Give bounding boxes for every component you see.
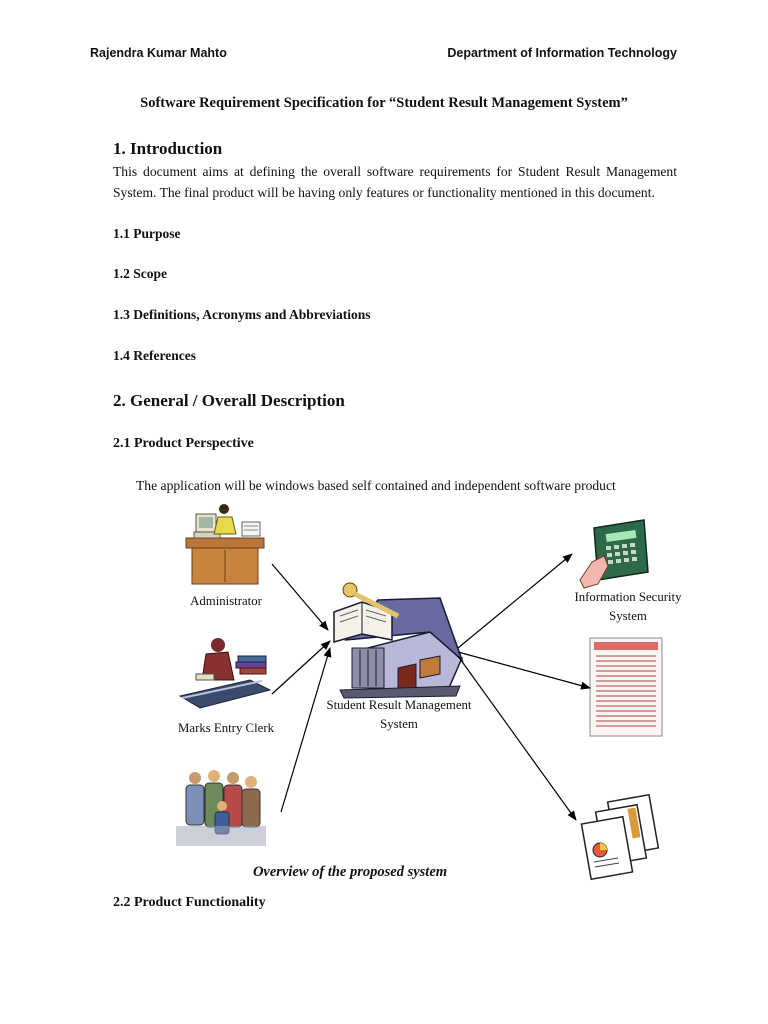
result-sheet-clipart-icon	[590, 638, 662, 736]
subsection-1-4: 1.4 References	[113, 348, 196, 363]
actor-clerk-label: Marks Entry Clerk	[178, 721, 274, 735]
output-security-label	[566, 588, 690, 626]
subsection-2-1-text: The application will be windows based self contained and independent software product	[136, 478, 616, 493]
subsection-1-1: 1.1 Purpose	[113, 226, 181, 241]
section-2-heading: 2. General / Overall Description	[113, 391, 345, 410]
subsection-2-2: 2.2 Product Functionality	[113, 895, 266, 910]
clerk-clipart-icon	[180, 638, 270, 708]
school-building-clipart-icon	[334, 583, 462, 698]
figure-caption: Overview of the proposed system	[252, 864, 448, 880]
section-1-heading: 1. Introduction	[113, 139, 223, 158]
students-group-clipart-icon	[176, 770, 266, 846]
document-title: Software Requirement Specification for “Student Result Management System”	[140, 95, 628, 111]
security-panel-clipart-icon	[580, 520, 648, 588]
output-security-label-line2: System	[609, 609, 647, 623]
actor-administrator-label: Administrator	[190, 594, 262, 608]
administrator-clipart-icon	[186, 504, 264, 584]
header-author: Rajendra Kumar Mahto	[90, 46, 227, 60]
section-1-paragraph: This document aims at defining the overall software requirements for Student Result Management System. The final product will be having only features or functionality mentioned in this document.	[113, 164, 677, 200]
output-security-label-line1: Information Security	[574, 590, 682, 604]
subsection-1-2: 1.2 Scope	[113, 266, 167, 281]
subsection-2-1: 2.1 Product Perspective	[113, 436, 254, 451]
center-system-label	[314, 696, 484, 734]
header-department: Department of Information Technology	[447, 46, 677, 60]
subsection-1-3: 1.3 Definitions, Acronyms and Abbreviations	[113, 307, 371, 322]
center-system-label-line1: Student Result Management	[326, 698, 472, 712]
center-system-label-line2: System	[380, 717, 418, 731]
